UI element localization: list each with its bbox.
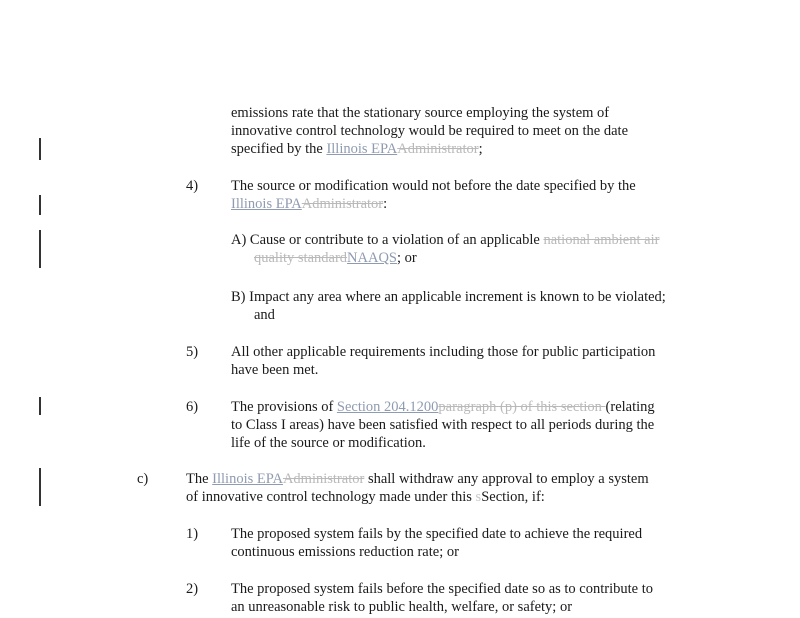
text: Section, if:: [481, 489, 545, 505]
para-line: innovative control technology would be required to meet on the date: [231, 123, 629, 139]
text: The provisions of: [231, 399, 337, 415]
item-number: 2): [186, 581, 199, 597]
deleted-text: paragraph (p) of this section: [438, 399, 606, 415]
item-line: [186, 470, 649, 488]
text: ; or: [396, 250, 417, 266]
text: specified by the: [231, 141, 327, 157]
change-bar: [39, 468, 41, 506]
item-line: All other applicable requirements including those for public participation: [231, 344, 656, 360]
inserted-text: Illinois EPA: [231, 196, 302, 212]
item-line: The proposed system fails by the specified date to achieve the required: [231, 526, 643, 542]
item-line: life of the source or modification.: [231, 435, 426, 451]
para-line: [231, 140, 483, 158]
deleted-text: s: [475, 489, 482, 505]
item-line: continuous emissions reduction rate; or: [231, 544, 459, 560]
item-line: [231, 398, 655, 416]
item-line: an unreasonable risk to public health, welfare, or safety; or: [231, 599, 573, 615]
item-line: to Class I areas) have been satisfied with respect to all periods during the: [231, 417, 655, 433]
item-line: [231, 195, 387, 213]
item-line: B) Impact any area where an applicable increment is known to be violated;: [231, 289, 666, 305]
text: A) Cause or contribute to a violation of an applicable: [231, 232, 544, 248]
change-bar: [39, 195, 41, 215]
text: The: [186, 471, 213, 487]
item-number: 6): [186, 399, 199, 415]
item-number: 4): [186, 178, 199, 194]
text: shall withdraw any approval to employ a system: [364, 471, 649, 487]
para-line: emissions rate that the stationary source employing the system of: [231, 105, 610, 121]
text: of innovative control technology made under this: [186, 489, 476, 505]
inserted-text: Section 204.1200: [336, 399, 439, 415]
item-line: have been met.: [231, 362, 319, 378]
inserted-text: Illinois EPA: [326, 141, 398, 157]
text: (relating: [605, 399, 655, 415]
item-number: c): [137, 471, 149, 487]
inserted-text: NAAQS: [347, 250, 397, 266]
item-line: [231, 231, 659, 249]
item-line: [186, 488, 545, 506]
deleted-text: Administrator: [301, 196, 384, 212]
text: :: [383, 196, 388, 212]
inserted-text: Illinois EPA: [212, 471, 283, 487]
change-bar: [39, 397, 41, 415]
item-line: and: [254, 307, 275, 323]
change-bar: [39, 230, 41, 268]
deleted-text: quality standard: [254, 250, 348, 266]
text: ;: [478, 141, 483, 157]
deleted-text: Administrator: [282, 471, 365, 487]
deleted-text: Administrator: [397, 141, 479, 157]
item-number: 5): [186, 344, 199, 360]
item-line: [254, 249, 417, 267]
deleted-text: national ambient air: [543, 232, 660, 248]
item-number: 1): [186, 526, 199, 542]
item-line: The proposed system fails before the specified date so as to contribute to: [231, 581, 653, 597]
item-line: The source or modification would not before the date specified by the: [231, 178, 636, 194]
change-bar: [39, 138, 41, 160]
